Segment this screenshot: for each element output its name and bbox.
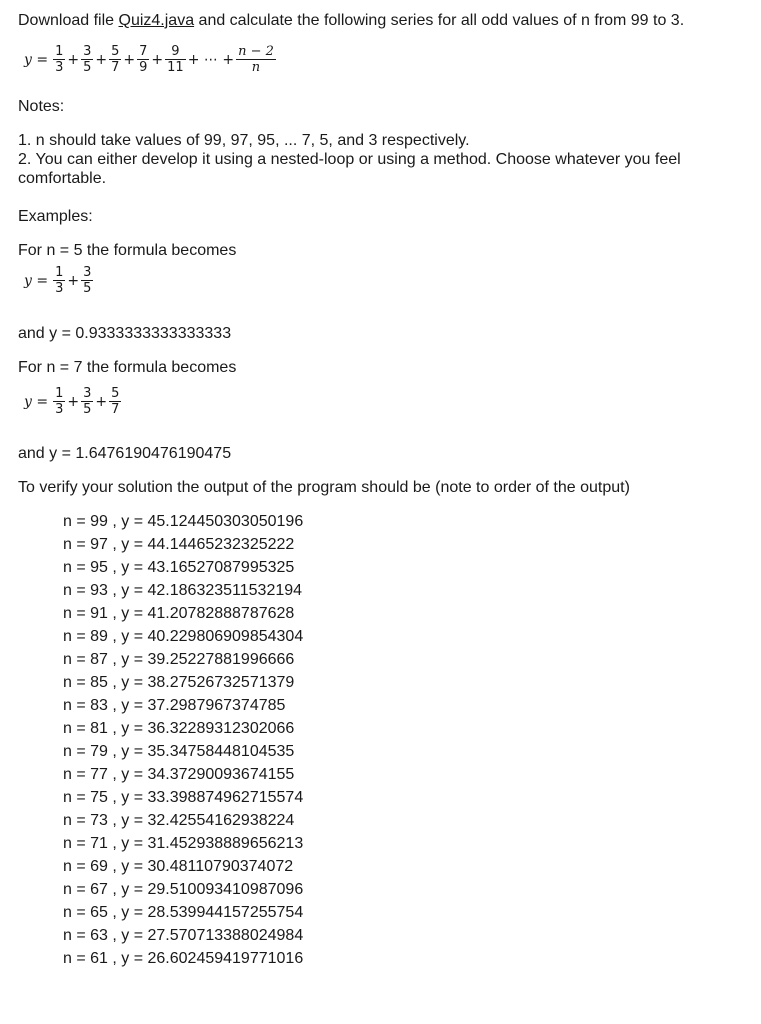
output-line: n = 99 , y = 45.124450303050196 bbox=[63, 513, 304, 530]
formula-fraction: $\frac{3}{5}$ bbox=[83, 44, 92, 75]
example1-fraction: $\frac{1}{3}$ bbox=[55, 265, 64, 296]
example1-fraction: $\frac{3}{5}$ bbox=[83, 265, 92, 296]
output-line: n = 67 , y = 29.510093410987096 bbox=[63, 881, 304, 898]
examples-heading: Examples: bbox=[18, 208, 93, 225]
output-line: n = 95 , y = 43.16527087995325 bbox=[63, 559, 295, 576]
output-line: n = 87 , y = 39.25227881996666 bbox=[63, 651, 295, 668]
notes-heading: Notes: bbox=[18, 98, 65, 115]
output-line: n = 91 , y = 41.20782888787628 bbox=[63, 605, 295, 622]
note-item-2: 2. You can either develop it using a nested-loop or using a method. Choose whatever you feel bbox=[18, 151, 681, 168]
formula-ellipsis: + ⋯ + bbox=[187, 51, 235, 68]
example1-formula: y = $\frac{1}{3}$ + $\frac{3}{5}$ bbox=[24, 265, 92, 296]
example2-fraction: $\frac{3}{5}$ bbox=[83, 386, 92, 417]
output-line: n = 81 , y = 36.32289312302066 bbox=[63, 720, 295, 737]
formula-lhs: y = bbox=[24, 51, 49, 68]
formula-fraction: $\frac{7}{9}$ bbox=[139, 44, 148, 75]
example2-fraction: $\frac{5}{7}$ bbox=[111, 386, 120, 417]
output-line: n = 71 , y = 31.452938889656213 bbox=[63, 835, 304, 852]
output-line: n = 69 , y = 30.48110790374072 bbox=[63, 858, 294, 875]
output-line: n = 77 , y = 34.37290093674155 bbox=[63, 766, 295, 783]
output-line: n = 75 , y = 33.398874962715574 bbox=[63, 789, 304, 806]
note-item-1: 1. n should take values of 99, 97, 95, ... 7, 5, and 3 respectively. bbox=[18, 132, 470, 149]
example2-result: and y = 1.6476190476190475 bbox=[18, 445, 232, 462]
note-item-2-cont: comfortable. bbox=[18, 170, 107, 187]
formula-fraction: $\frac{1}{3}$ bbox=[55, 44, 64, 75]
formula-fraction: $\frac{5}{7}$ bbox=[111, 44, 120, 75]
intro-paragraph bbox=[18, 12, 684, 30]
series-formula: y = $\frac{1}{3}$ + $\frac{3}{5}$ + $\frac{5}{7}$ + $\frac{7}{9}$ + $\frac{9}{11}$ + ⋯ + $\frac{n - 2}{n}$ bbox=[24, 44, 274, 75]
output-line: n = 79 , y = 35.34758448104535 bbox=[63, 743, 295, 760]
output-line: n = 65 , y = 28.539944157255754 bbox=[63, 904, 304, 921]
intro-text-before: Download file bbox=[18, 12, 119, 29]
output-line: n = 93 , y = 42.186323511532194 bbox=[63, 582, 303, 599]
output-line: n = 61 , y = 26.602459419771016 bbox=[63, 950, 304, 967]
verify-text: To verify your solution the output of the program should be (note to order of the output) bbox=[18, 479, 630, 496]
example2-fraction: $\frac{1}{3}$ bbox=[55, 386, 64, 417]
formula-last-fraction: $\frac{n - 2}{n}$ bbox=[238, 44, 274, 75]
example2-intro: For n = 7 the formula becomes bbox=[18, 359, 237, 376]
output-line: n = 97 , y = 44.14465232325222 bbox=[63, 536, 295, 553]
output-line: n = 89 , y = 40.229806909854304 bbox=[63, 628, 304, 645]
example1-intro: For n = 5 the formula becomes bbox=[18, 242, 237, 259]
output-line: n = 73 , y = 32.42554162938224 bbox=[63, 812, 295, 829]
example2-formula: y = $\frac{1}{3}$ + $\frac{3}{5}$ + $\frac{5}{7}$ bbox=[24, 386, 120, 417]
intro-text-after: and calculate the following series for all odd values of n from 99 to 3. bbox=[194, 12, 685, 29]
formula-fraction: $\frac{9}{11}$ bbox=[167, 44, 184, 75]
quiz4-file-link[interactable]: Quiz4.java bbox=[118, 12, 195, 29]
output-line: n = 63 , y = 27.570713388024984 bbox=[63, 927, 304, 944]
example1-result: and y = 0.9333333333333333 bbox=[18, 325, 232, 342]
output-line: n = 85 , y = 38.27526732571379 bbox=[63, 674, 295, 691]
output-line: n = 83 , y = 37.2987967374785 bbox=[63, 697, 286, 714]
